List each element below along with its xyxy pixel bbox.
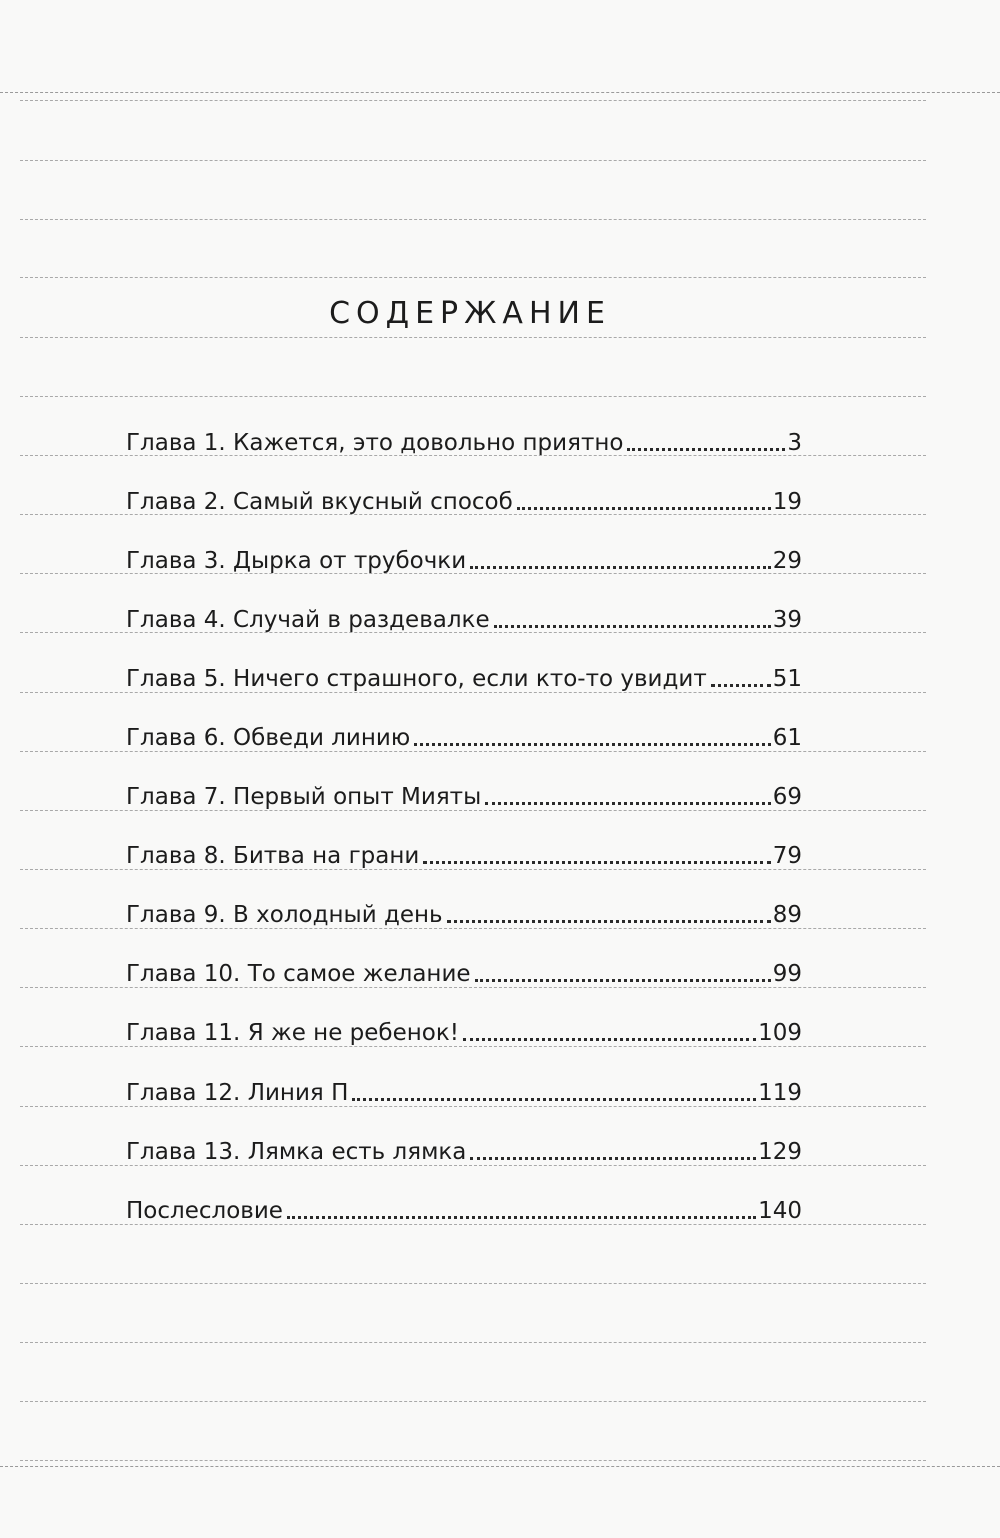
chapter-title: Ничего страшного, если кто-то увидит	[233, 666, 707, 692]
ruled-line	[20, 219, 926, 220]
dot-leader	[494, 625, 771, 628]
dot-leader	[485, 802, 770, 805]
toc-entry	[126, 1135, 802, 1167]
ruled-line	[20, 337, 926, 338]
chapter-number: Глава 11.	[126, 1020, 241, 1046]
toc-entry	[126, 1194, 802, 1226]
ruled-line	[20, 160, 926, 161]
chapter-title: Самый вкусный способ	[233, 489, 513, 515]
dot-leader	[517, 507, 771, 510]
dot-leader	[463, 1038, 756, 1041]
chapter-number: Глава 3.	[126, 548, 226, 574]
dot-leader	[414, 743, 771, 746]
chapter-title: Я же не ребенок!	[247, 1020, 459, 1046]
dot-leader	[475, 979, 771, 982]
ruled-line	[20, 1401, 926, 1402]
chapter-number: Глава 13.	[126, 1139, 241, 1165]
toc-entry	[126, 662, 802, 694]
page-number: 119	[758, 1080, 802, 1106]
toc-entry	[126, 839, 802, 871]
page-number: 89	[772, 902, 802, 928]
chapter-number: Глава 6.	[126, 725, 226, 751]
chapter-number: Глава 4.	[126, 607, 226, 633]
page-title: СОДЕРЖАНИЕ	[329, 296, 611, 331]
dot-leader	[423, 861, 770, 864]
chapter-title: Первый опыт Мияты	[233, 784, 482, 810]
chapter-number: Глава 2.	[126, 489, 226, 515]
ruled-line	[20, 277, 926, 278]
chapter-title: Послесловие	[126, 1198, 283, 1224]
page-bottom-edge	[0, 1466, 1000, 1467]
dot-leader	[287, 1216, 756, 1219]
page-number: 109	[758, 1020, 802, 1046]
toc-entry	[126, 485, 802, 517]
dot-leader	[352, 1098, 756, 1101]
ruled-line	[20, 100, 926, 101]
chapter-number: Глава 9.	[126, 902, 226, 928]
page-number: 140	[758, 1198, 802, 1224]
page-number: 79	[772, 843, 802, 869]
chapter-title: Обведи линию	[233, 725, 411, 751]
chapter-title: Линия П	[247, 1080, 349, 1106]
toc-entry	[126, 603, 802, 635]
page-number: 99	[772, 961, 802, 987]
toc-entry	[126, 1016, 802, 1048]
page-number: 19	[772, 489, 802, 515]
page-number: 3	[787, 430, 802, 456]
ruled-line	[20, 1460, 926, 1461]
chapter-number: Глава 8.	[126, 843, 226, 869]
chapter-number: Глава 10.	[126, 961, 241, 987]
page-number: 29	[772, 548, 802, 574]
dot-leader	[470, 1157, 756, 1160]
ruled-line	[20, 1283, 926, 1284]
page-number: 51	[772, 666, 802, 692]
toc-entry	[126, 721, 802, 753]
dot-leader	[447, 920, 771, 923]
ruled-line	[20, 396, 926, 397]
page-number: 69	[772, 784, 802, 810]
toc-entry	[126, 544, 802, 576]
page-number: 39	[772, 607, 802, 633]
chapter-number: Глава 5.	[126, 666, 226, 692]
toc-entry	[126, 957, 802, 989]
chapter-number: Глава 7.	[126, 784, 226, 810]
dot-leader	[711, 684, 771, 687]
ruled-line	[20, 1342, 926, 1343]
page-number: 129	[758, 1139, 802, 1165]
chapter-title: В холодный день	[233, 902, 443, 928]
toc-entry	[126, 898, 802, 930]
chapter-title: Битва на грани	[233, 843, 420, 869]
toc-entry	[126, 426, 802, 458]
toc-entry	[126, 780, 802, 812]
dot-leader	[470, 566, 771, 569]
chapter-title: Лямка есть лямка	[247, 1139, 467, 1165]
chapter-title: Кажется, это довольно приятно	[233, 430, 624, 456]
dot-leader	[627, 448, 785, 451]
chapter-number: Глава 1.	[126, 430, 226, 456]
page-top-edge	[0, 92, 1000, 93]
chapter-title: Дырка от трубочки	[233, 548, 467, 574]
chapter-title: Случай в раздевалке	[233, 607, 490, 633]
chapter-number: Глава 12.	[126, 1080, 241, 1106]
chapter-title: То самое желание	[247, 961, 471, 987]
page-number: 61	[772, 725, 802, 751]
toc-entry	[126, 1076, 802, 1108]
